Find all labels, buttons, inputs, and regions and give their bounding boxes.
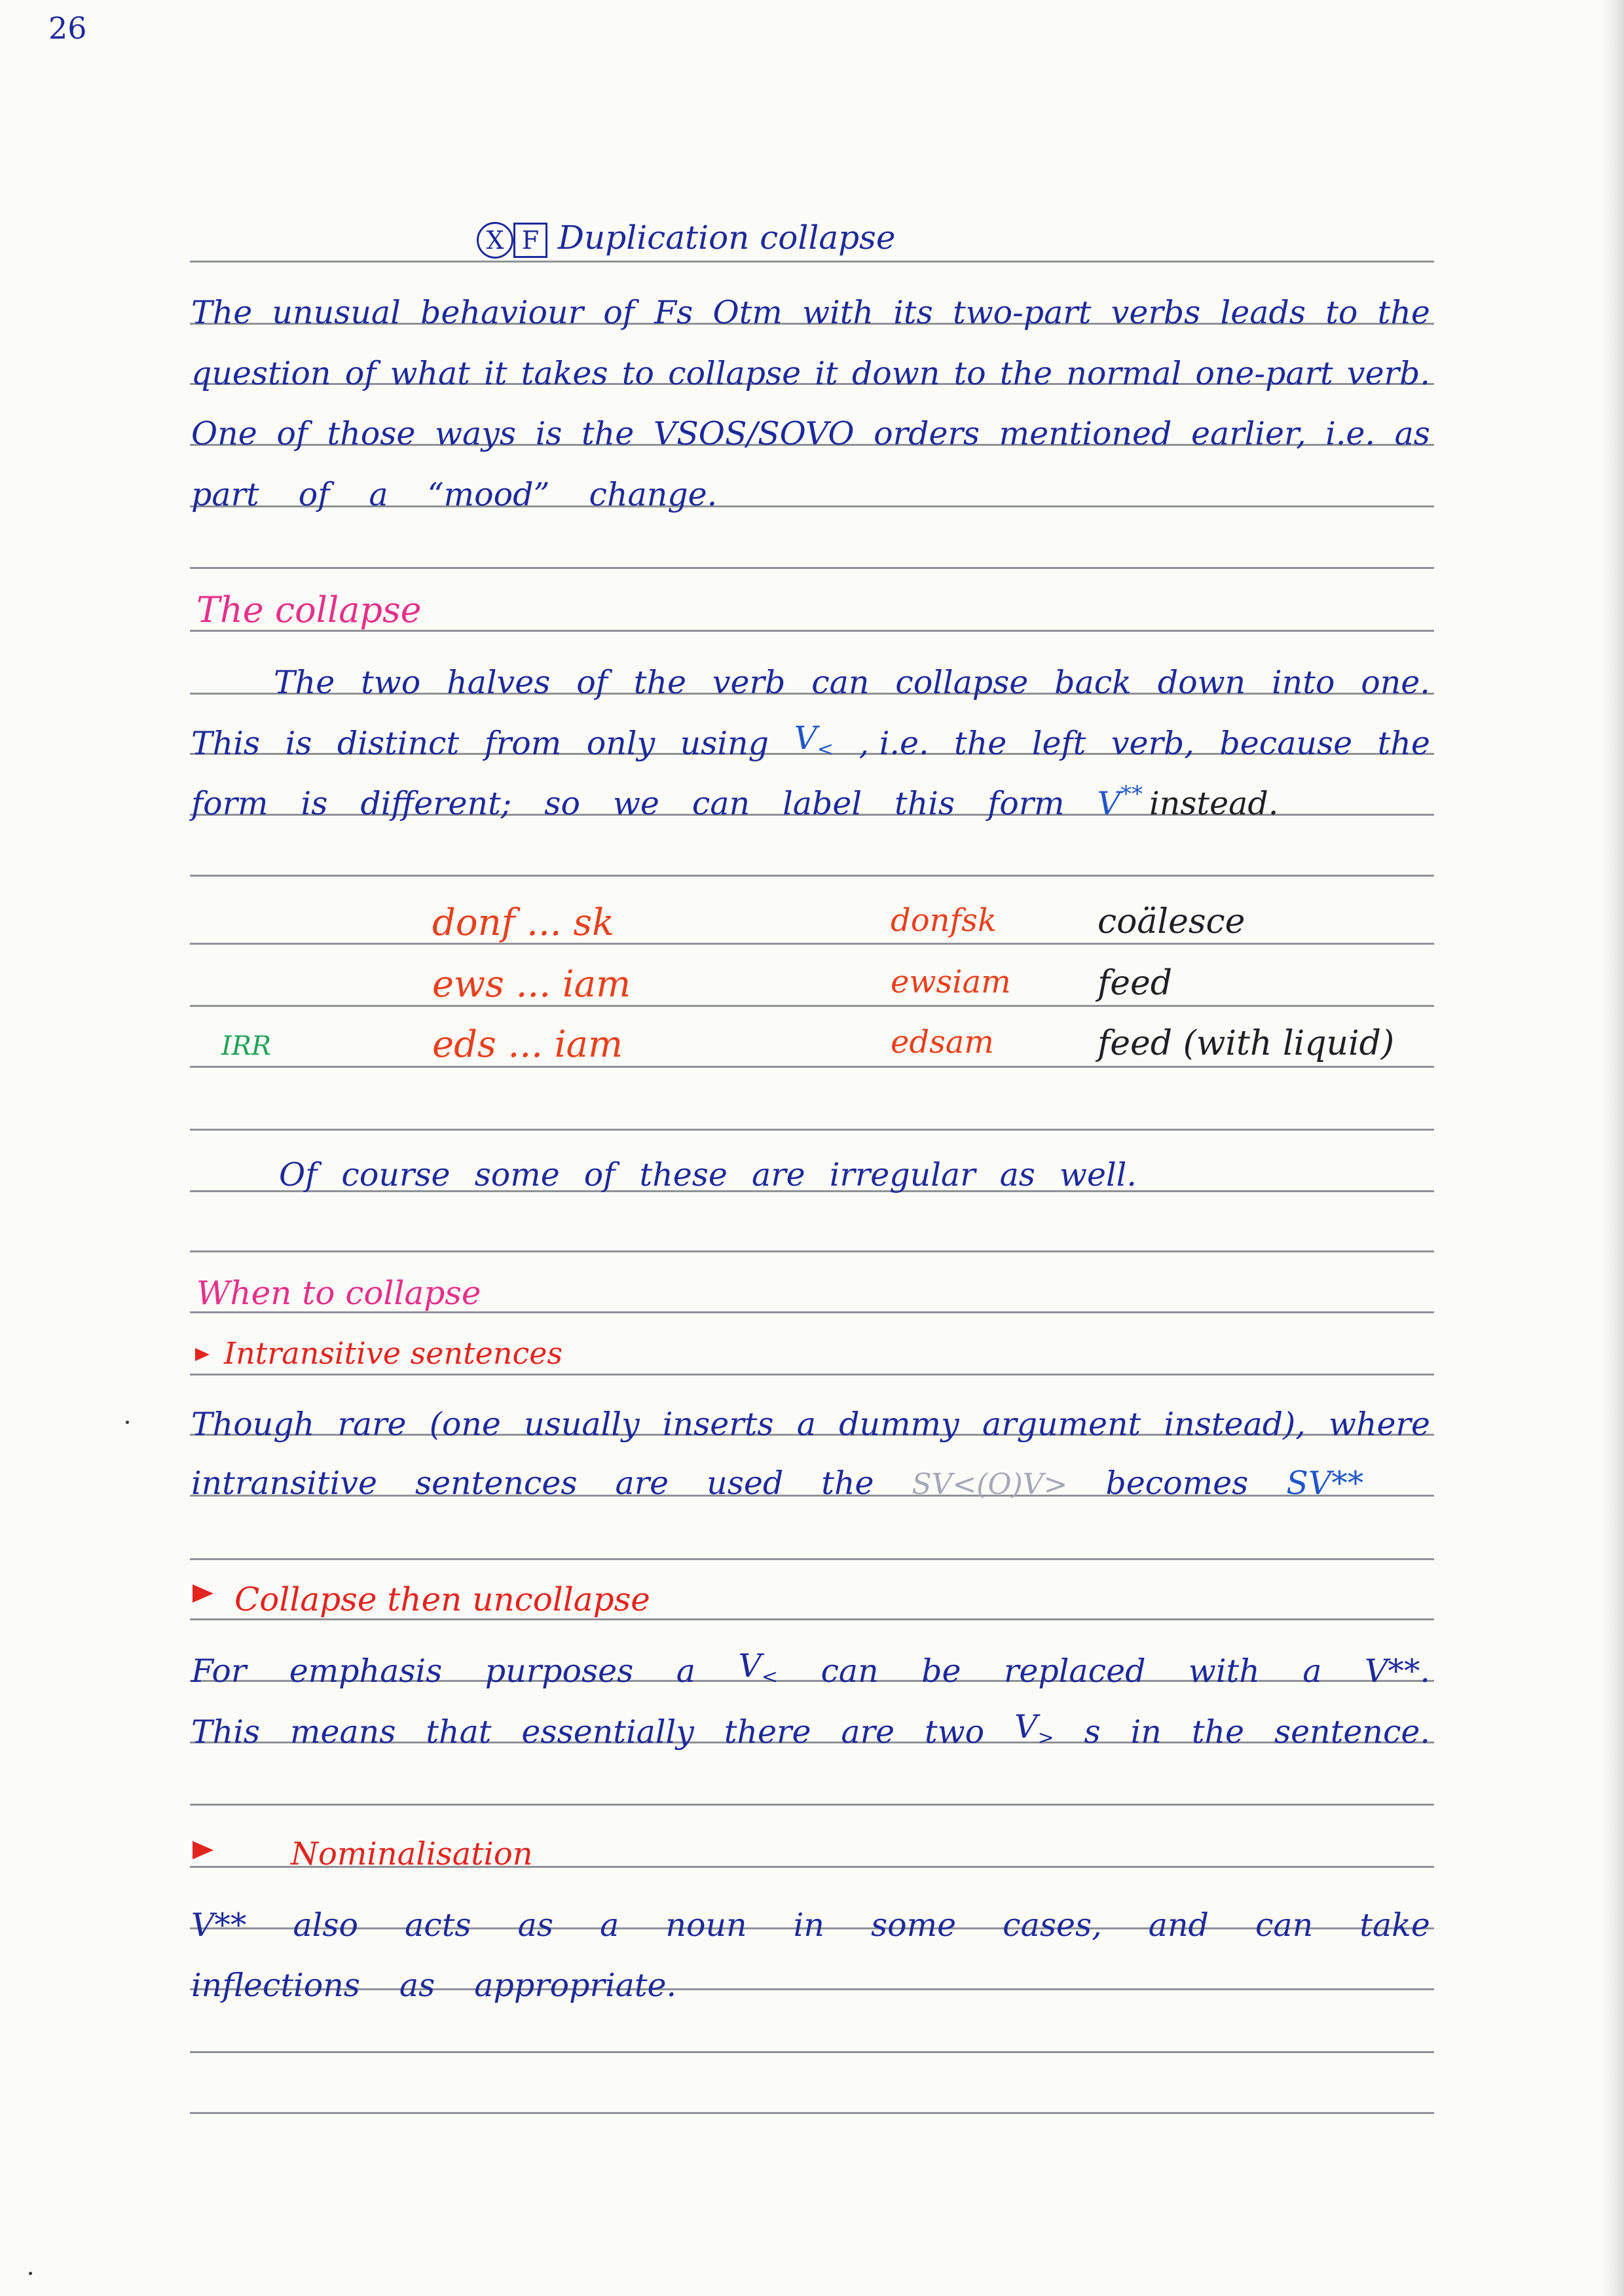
word: its [893, 294, 933, 331]
word: (one [429, 1406, 501, 1443]
page-number: 26 [48, 10, 87, 46]
word: usually [524, 1406, 640, 1443]
word: noun [665, 1906, 747, 1944]
irregular-tag: IRR [221, 1031, 272, 1061]
word: s [1084, 1713, 1101, 1751]
word: verb, [1111, 725, 1194, 762]
collapsed-verb-symbol [1098, 783, 1143, 820]
ruled-line [190, 567, 1434, 569]
word: V**. [1364, 1652, 1430, 1690]
word: that [426, 1713, 492, 1751]
word: back [1054, 664, 1132, 701]
bullet-triangle-icon [195, 1348, 210, 1361]
word: V [1097, 785, 1121, 822]
word: instead), [1164, 1406, 1306, 1443]
left-verb-symbol [794, 722, 834, 759]
section-title: Duplication collapse [557, 219, 896, 257]
intro-line [191, 349, 1430, 390]
word: in [793, 1906, 824, 1944]
word: two [361, 664, 421, 701]
word: are [752, 1156, 805, 1194]
word: a [600, 1906, 619, 1944]
word: the [633, 664, 686, 701]
ruled-line [190, 1066, 1434, 1068]
word: Of [279, 1156, 318, 1194]
word: can [692, 785, 750, 822]
word: V [794, 720, 817, 757]
ruled-line [190, 1129, 1434, 1131]
word: collapse [668, 355, 802, 392]
ruled-line [190, 261, 1434, 263]
word: part [191, 476, 259, 513]
word: there [724, 1713, 811, 1751]
word: the [1377, 294, 1430, 331]
word: because [1219, 725, 1353, 762]
word: also [293, 1906, 358, 1944]
word: what [390, 355, 470, 392]
ruled-line [190, 1558, 1434, 1560]
word: leads [1220, 294, 1306, 331]
ruled-line [190, 1250, 1434, 1252]
word: is [301, 785, 328, 822]
word: to [953, 355, 986, 392]
word: instead. [1149, 785, 1279, 822]
pattern-before: SV<(O)V> [912, 1468, 1068, 1501]
word: the [1377, 725, 1430, 762]
word: argument [982, 1406, 1141, 1443]
collapsed-verb: edsam [891, 1024, 994, 1061]
word: VSOS/SOVO [653, 415, 855, 452]
word: intransitive [191, 1465, 377, 1502]
word: cases, [1003, 1906, 1102, 1944]
word: the [821, 1465, 874, 1502]
item-title-intransitive: Intransitive sentences [224, 1336, 563, 1371]
item-line [191, 1707, 1430, 1751]
word: of [344, 355, 377, 392]
paper-speck [29, 2272, 32, 2275]
word: One [191, 415, 257, 452]
item-line [191, 1647, 1430, 1690]
collapsed-verb: ewsiam [891, 964, 1011, 1000]
collapsed-verb: donfsk [891, 902, 997, 939]
word: collapse [895, 664, 1029, 701]
word: can [821, 1652, 879, 1690]
word: is [285, 725, 312, 762]
word: down [851, 355, 940, 392]
word: inflections [191, 1967, 360, 2004]
word: a [796, 1406, 816, 1443]
word: from [484, 725, 562, 762]
collapse-line [191, 779, 1430, 820]
word: The [274, 664, 335, 701]
word: takes [521, 355, 608, 392]
section-heading [477, 221, 895, 259]
word: < [817, 738, 834, 761]
word: V [1014, 1708, 1038, 1745]
word: of [583, 1156, 616, 1194]
word: , i.e. [858, 725, 929, 762]
word: becomes [1105, 1465, 1249, 1502]
word: those [327, 415, 416, 452]
word: a [369, 476, 388, 513]
ruled-line [190, 875, 1434, 877]
word: the [954, 725, 1007, 762]
word: verb [712, 664, 786, 701]
word: ** [1120, 781, 1143, 807]
word: can [811, 664, 870, 701]
word: inserts [662, 1406, 774, 1443]
paper-speck [126, 1421, 129, 1424]
collapse-line [191, 719, 1430, 762]
word: where [1329, 1406, 1430, 1443]
split-verb: donf ... sk [432, 902, 615, 944]
item-title-nominalisation: Nominalisation [291, 1836, 533, 1872]
word: left [1031, 725, 1086, 762]
boxed-f-mark: F [513, 223, 547, 258]
word: Fs [654, 294, 693, 331]
word: form [987, 785, 1065, 822]
word: two-part [953, 294, 1092, 331]
word: can [1255, 1906, 1314, 1944]
item-line [191, 1901, 1430, 1944]
word: of [276, 415, 308, 452]
word: appropriate. [474, 1967, 677, 2004]
word: so [544, 785, 580, 822]
word: mentioned [999, 415, 1172, 452]
word: > [1037, 1726, 1054, 1749]
ruled-line [190, 1005, 1434, 1007]
ruled-line [190, 2051, 1434, 2053]
ruled-line [190, 2112, 1434, 2114]
word: the [581, 415, 635, 452]
word: purposes [485, 1652, 634, 1690]
word: with [1188, 1652, 1260, 1690]
word: Otm [712, 294, 783, 331]
word: only [586, 725, 655, 762]
ruled-line [190, 943, 1434, 945]
word: different; [360, 785, 512, 822]
left-verb-symbol [738, 1647, 778, 1688]
word: of [603, 294, 635, 331]
word: distinct [337, 725, 460, 762]
irregular-note [279, 1150, 1137, 1194]
word: well. [1060, 1156, 1137, 1194]
word: some [474, 1156, 560, 1194]
word: to [1325, 294, 1358, 331]
word: verbs [1111, 294, 1201, 331]
ruled-line [190, 1618, 1434, 1620]
item-line [191, 1400, 1430, 1443]
word: one. [1361, 664, 1430, 701]
word: of [576, 664, 608, 701]
word: verb. [1346, 355, 1430, 392]
word: normal [1066, 355, 1182, 392]
circled-x-mark: X [477, 222, 513, 259]
collapse-line [274, 658, 1430, 699]
word: means [290, 1713, 396, 1751]
word: < [761, 1666, 778, 1688]
verb-gloss: feed (with liquid) [1098, 1024, 1395, 1063]
split-verb: ews ... iam [432, 963, 631, 1006]
word: dummy [839, 1406, 959, 1443]
word: the [999, 355, 1053, 392]
word: a [676, 1652, 695, 1690]
ruled-line [190, 1374, 1434, 1376]
word: sentence. [1274, 1713, 1430, 1751]
word: ways [435, 415, 516, 452]
ruled-line [190, 1804, 1434, 1806]
word: orders [874, 415, 980, 452]
word: to [621, 355, 654, 392]
word: in [1130, 1713, 1162, 1751]
item-title-uncollapse: Collapse then uncollapse [234, 1580, 650, 1618]
word: one-part [1195, 355, 1333, 392]
intro-line [191, 470, 1430, 511]
word: as [999, 1156, 1035, 1194]
word: two [925, 1713, 985, 1751]
word: acts [405, 1906, 471, 1944]
when-heading: When to collapse [196, 1274, 481, 1312]
intro-line [191, 288, 1430, 329]
word: the [1191, 1713, 1245, 1751]
word: unusual [272, 294, 401, 331]
intro-line [191, 409, 1430, 450]
word: V** [191, 1906, 247, 1944]
bullet-triangle-icon [193, 1841, 213, 1859]
split-verb: eds ... iam [432, 1023, 623, 1066]
page-binding-shadow [1602, 0, 1624, 2296]
pattern-after: SV** [1286, 1465, 1364, 1502]
word: earlier, [1191, 415, 1306, 452]
word: sentences [415, 1465, 578, 1502]
bullet-triangle-icon [193, 1584, 213, 1603]
word: essentially [521, 1713, 694, 1751]
word: it [815, 355, 838, 392]
word: emphasis [289, 1652, 443, 1690]
word: and [1148, 1906, 1209, 1944]
word: This [191, 1713, 261, 1751]
word: we [612, 785, 659, 822]
word: as [399, 1967, 435, 2004]
word: course [341, 1156, 451, 1194]
word: used [707, 1465, 784, 1502]
word: it [484, 355, 507, 392]
word: rare [337, 1406, 407, 1443]
word: be [921, 1652, 961, 1690]
collapse-heading: The collapse [196, 589, 422, 630]
word: “mood” [427, 476, 550, 513]
word: question [191, 355, 331, 392]
word: irregular [829, 1156, 976, 1194]
word: i.e. [1325, 415, 1375, 452]
right-verb-symbol [1014, 1708, 1054, 1749]
word: This [191, 725, 261, 762]
item-line [191, 1459, 1430, 1502]
word: are [615, 1465, 669, 1502]
word: label [783, 785, 862, 822]
word: down [1157, 664, 1246, 701]
word: halves [447, 664, 551, 701]
word: For [191, 1652, 247, 1690]
word: some [870, 1906, 957, 1944]
word: are [841, 1713, 895, 1751]
word: take [1359, 1906, 1430, 1944]
word: replaced [1003, 1652, 1146, 1690]
word: using [680, 725, 769, 762]
word: into [1271, 664, 1335, 701]
word: these [639, 1156, 728, 1194]
verb-gloss: coälesce [1098, 902, 1246, 941]
word: form [191, 785, 268, 822]
word: this [895, 785, 955, 822]
word: V [738, 1647, 762, 1685]
word: a [1302, 1652, 1322, 1690]
word: is [535, 415, 563, 452]
word: change. [589, 476, 718, 513]
word: The [191, 294, 253, 331]
word: behaviour [420, 294, 583, 331]
word: of [298, 476, 330, 513]
word: Though [191, 1406, 315, 1443]
word: as [1394, 415, 1430, 452]
word: as [517, 1906, 554, 1944]
word: with [802, 294, 874, 331]
item-line [191, 1961, 1430, 2004]
verb-gloss: feed [1098, 964, 1173, 1003]
